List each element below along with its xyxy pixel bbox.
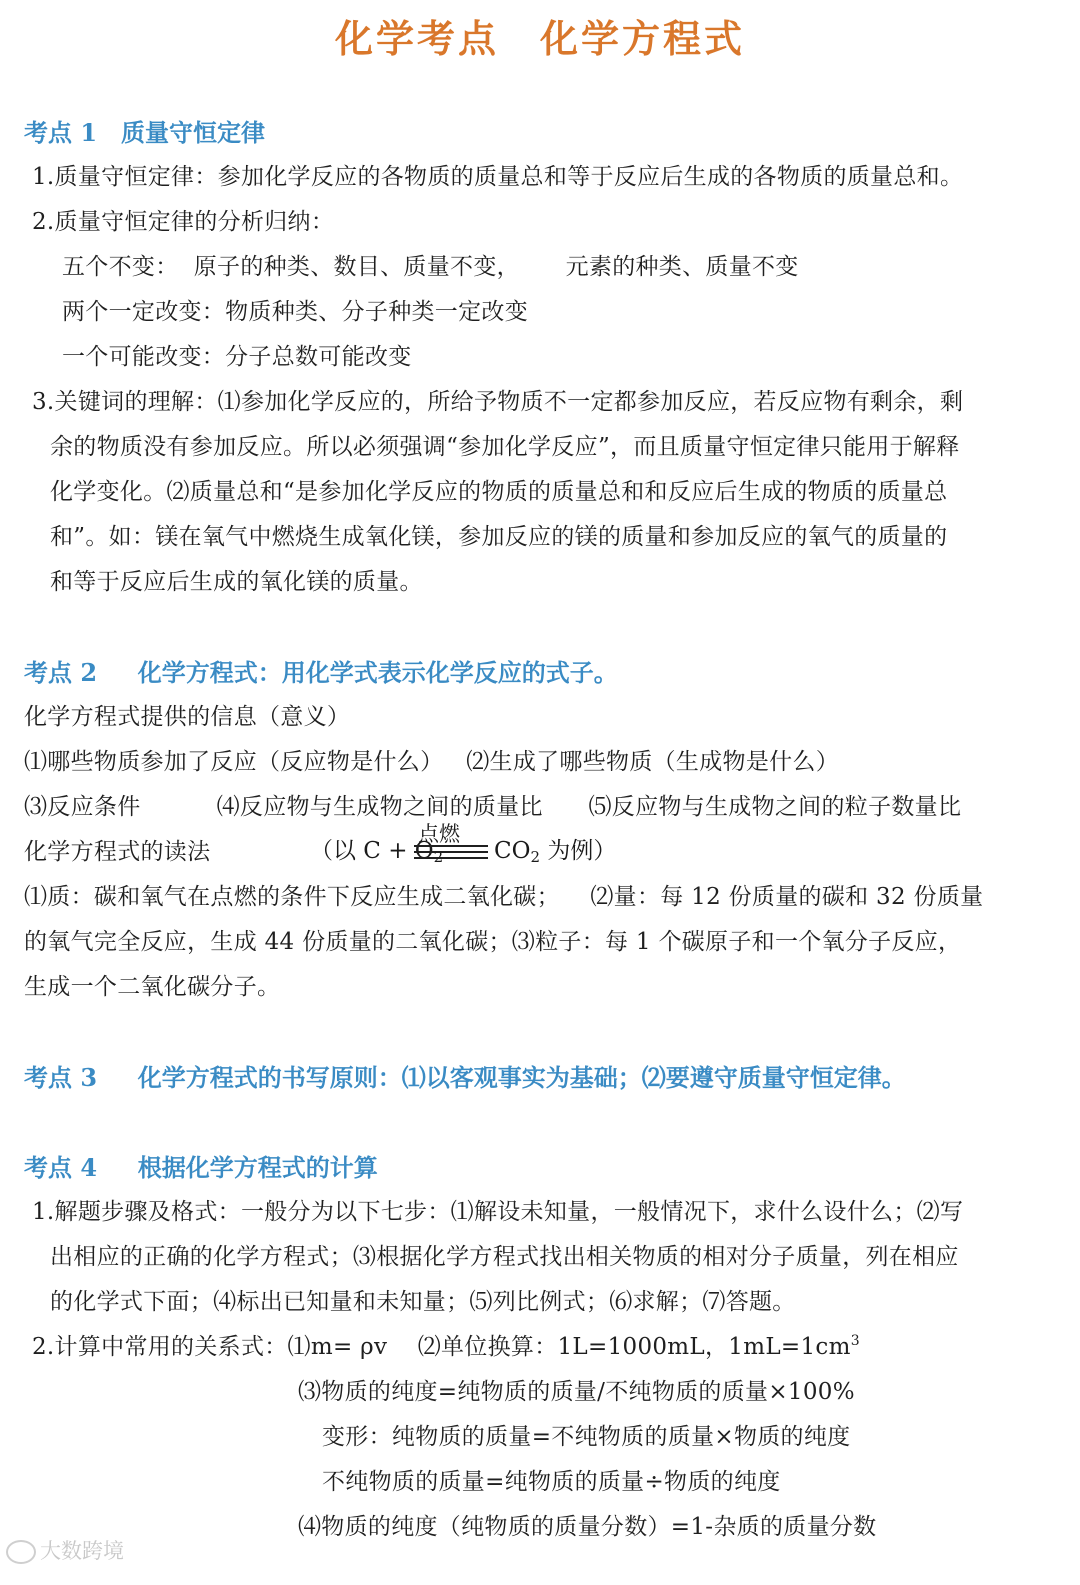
section1-p3-line3: 化学变化。⑵质量总和“是参加化学反应的物质的质量总和和反应后生成的物质的质量总 [50,479,948,505]
section1-p2: 2.质量守恒定律的分析归纳： [32,209,335,235]
section4-p4: 变形：纯物质的质量=不纯物质的质量×物质的纯度 [322,1424,851,1450]
section4-p1-line3: 的化学式下面；⑷标出已知量和未知量；⑸列比例式；⑹求解；⑺答题。 [50,1289,796,1315]
section2-heading: 考点 2 化学方程式：用化学式表示化学反应的式子。 [24,658,618,687]
section1-p2a: 五个不变： 原子的种类、数目、质量不变， 元素的种类、质量不变 [62,254,799,280]
section4-p2: 2.计算中常用的关系式：⑴m= ρv ⑵单位换算：1L=1000mL，$1mL=1cm^3$ [32,1333,860,1360]
section2-l1: 化学方程式提供的信息（意义） [24,704,351,730]
section2-l2: ⑴哪些物质参加了反应（反应物是什么） ⑵生成了哪些物质（生成物是什么） [24,749,840,775]
section4-p5: 不纯物质的质量=纯物质的质量÷物质的纯度 [322,1469,781,1495]
section2-l5: ⑴质：碳和氧气在点燃的条件下反应生成二氧化碳； ⑵量：每 12 份质量的碳和 32 份质量 [24,884,984,910]
equation-equals-middle [414,851,488,853]
equation-reactants: （以 $C + O_2$ [310,838,444,866]
watermark: 大数跨境 [6,1535,124,1565]
section2-l6: 的氧气完全反应，生成 44 份质量的二氧化碳；⑶粒子：每 1 个碳原子和一个氧分子反应， [24,929,962,955]
equation-condition: 点燃 [418,822,460,846]
section1-p3-line2: 余的物质没有参加反应。所以必须强调“参加化学反应”，而且质量守恒定律只能用于解释 [50,434,960,460]
section2-l7: 生成一个二氧化碳分子。 [24,974,281,1000]
section4-p1-line1: 1.解题步骤及格式：一般分为以下七步：⑴解设未知量，一般情况下，求什么设什么；⑵写 [32,1199,964,1225]
section1-p1: 1.质量守恒定律：参加化学反应的各物质的质量总和等于反应后生成的各物质的质量总和。 [32,164,964,190]
section3-heading: 考点 3 化学方程式的书写原则：⑴以客观事实为基础；⑵要遵守质量守恒定律。 [24,1063,906,1092]
section1-p3-line5: 和等于反应后生成的氧化镁的质量。 [50,569,423,595]
section4-heading: 考点 4 根据化学方程式的计算 [24,1153,378,1182]
section2-l4: 化学方程式的读法 [24,839,211,865]
section1-heading: 考点 1 质量守恒定律 [24,118,266,147]
section4-p6: ⑷物质的纯度（纯物质的质量分数）=1-杂质的质量分数 [298,1514,877,1540]
section1-p3-line1: 3.关键词的理解：⑴参加化学反应的，所给予物质不一定都参加反应，若反应物有剩余，剩 [32,389,964,415]
watermark-logo-icon [6,1540,36,1564]
equation-products: $CO_2$ 为例） [494,838,617,866]
section2-l3: ⑶反应条件 ⑷反应物与生成物之间的质量比 ⑸反应物与生成物之间的粒子数量比 [24,794,962,820]
section4-p1-line2: 出相应的正确的化学方程式；⑶根据化学方程式找出相关物质的相对分子质量，列在相应 [50,1244,959,1270]
section1-p2c: 一个可能改变：分子总数可能改变 [62,344,412,370]
section1-p2b: 两个一定改变：物质种类、分子种类一定改变 [62,299,528,325]
section1-p3-line4: 和”。如：镁在氧气中燃烧生成氧化镁，参加反应的镁的质量和参加反应的氧气的质量的 [50,524,948,550]
section4-p3: ⑶物质的纯度=纯物质的质量/不纯物质的质量×100% [298,1379,855,1405]
page-title: 化学考点 化学方程式 [334,16,745,61]
chemical-equation [310,818,617,868]
